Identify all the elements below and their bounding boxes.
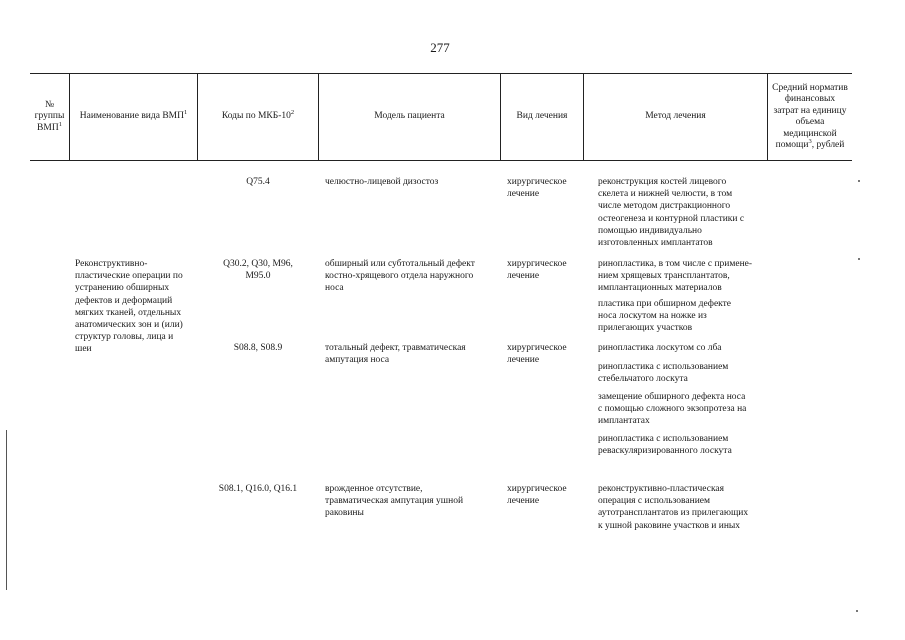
header-patient-model: Модель пациента bbox=[374, 111, 445, 122]
header-treatment-method: Метод лечения bbox=[645, 111, 706, 122]
row2-vmp-type-name: Реконструктивно- пластические операции по устранению обширных дефектов и деформаций мягких тканей, отдельных анатомических зон и (или) структур головы, лица и шеи bbox=[75, 259, 183, 355]
row1-treatment-method: реконструкция костей лицевого скелета и нижней челюсти, в том числе методом дистракционного остеогенеза и контурной пластики с помощью индивидуально изготовленных имплантатов bbox=[598, 177, 745, 249]
row3-treatment-method: ринопластика лоскутом со лба bbox=[598, 343, 722, 353]
row3-treatment-method: замещение обширного дефекта носа с помощью сложного экзопротеза на имплантатах bbox=[598, 392, 747, 427]
page-number: 277 bbox=[430, 40, 450, 55]
row4-treatment-type: хирургическое лечение bbox=[507, 484, 567, 507]
header-vmp-type: Наименование вида ВМП$^1$ bbox=[79, 109, 188, 122]
row1-icd-code: Q75.4 bbox=[246, 177, 270, 187]
row4-treatment-method: реконструктивно-пластическая операция с использованием аутотрансплантатов из прилегающих к ушной раковине участков и иных bbox=[598, 484, 749, 531]
row1-treatment-type: хирургическое лечение bbox=[507, 177, 567, 200]
row3-treatment-method: ринопластика с использованием стебельчатого лоскута bbox=[598, 362, 729, 385]
scan-speck bbox=[858, 258, 860, 260]
header-group-number: № группы ВМП$^1$ bbox=[34, 99, 65, 133]
scan-speck bbox=[856, 610, 858, 612]
row2-treatment-method: пластика при обширном дефекте носа лоскутом на ножке из прилегающих участков bbox=[598, 299, 732, 334]
row3-treatment-method: ринопластика с использованием реваскуляризированного лоскута bbox=[598, 434, 732, 457]
row4-patient-model: врожденное отсутствие, травматическая ампутация ушной раковины bbox=[325, 484, 464, 519]
row3-patient-model: тотальный дефект, травматическая ампутация носа bbox=[325, 343, 466, 366]
table-header-rule bbox=[30, 160, 852, 161]
row2-treatment-type: хирургическое лечение bbox=[507, 259, 567, 282]
scan-margin-mark bbox=[6, 430, 7, 590]
row2-treatment-method: ринопластика, в том числе с примене- нием хрящевых трансплантатов, имплантационных материалов bbox=[598, 259, 753, 294]
row2-icd-codes: Q30.2, Q30, M96, M95.0 bbox=[223, 259, 293, 282]
row2-patient-model: обширный или субтотальный дефект костно-хрящевого отдела наружного носа bbox=[325, 259, 475, 294]
row3-treatment-type: хирургическое лечение bbox=[507, 343, 567, 366]
header-treatment-type: Вид лечения bbox=[516, 111, 568, 122]
header-average-cost: Средний норматив финансовых затрат на единицу объема медицинской помощи$^3$, рублей bbox=[772, 82, 848, 150]
scan-speck bbox=[858, 180, 860, 182]
row3-icd-codes: S08.8, S08.9 bbox=[233, 343, 283, 353]
row1-patient-model: челюстно-лицевой дизостоз bbox=[325, 177, 439, 187]
header-icd-codes: Коды по МКБ-$10^2$ bbox=[221, 109, 295, 122]
row4-icd-codes: S08.1, Q16.0, Q16.1 bbox=[218, 484, 298, 494]
